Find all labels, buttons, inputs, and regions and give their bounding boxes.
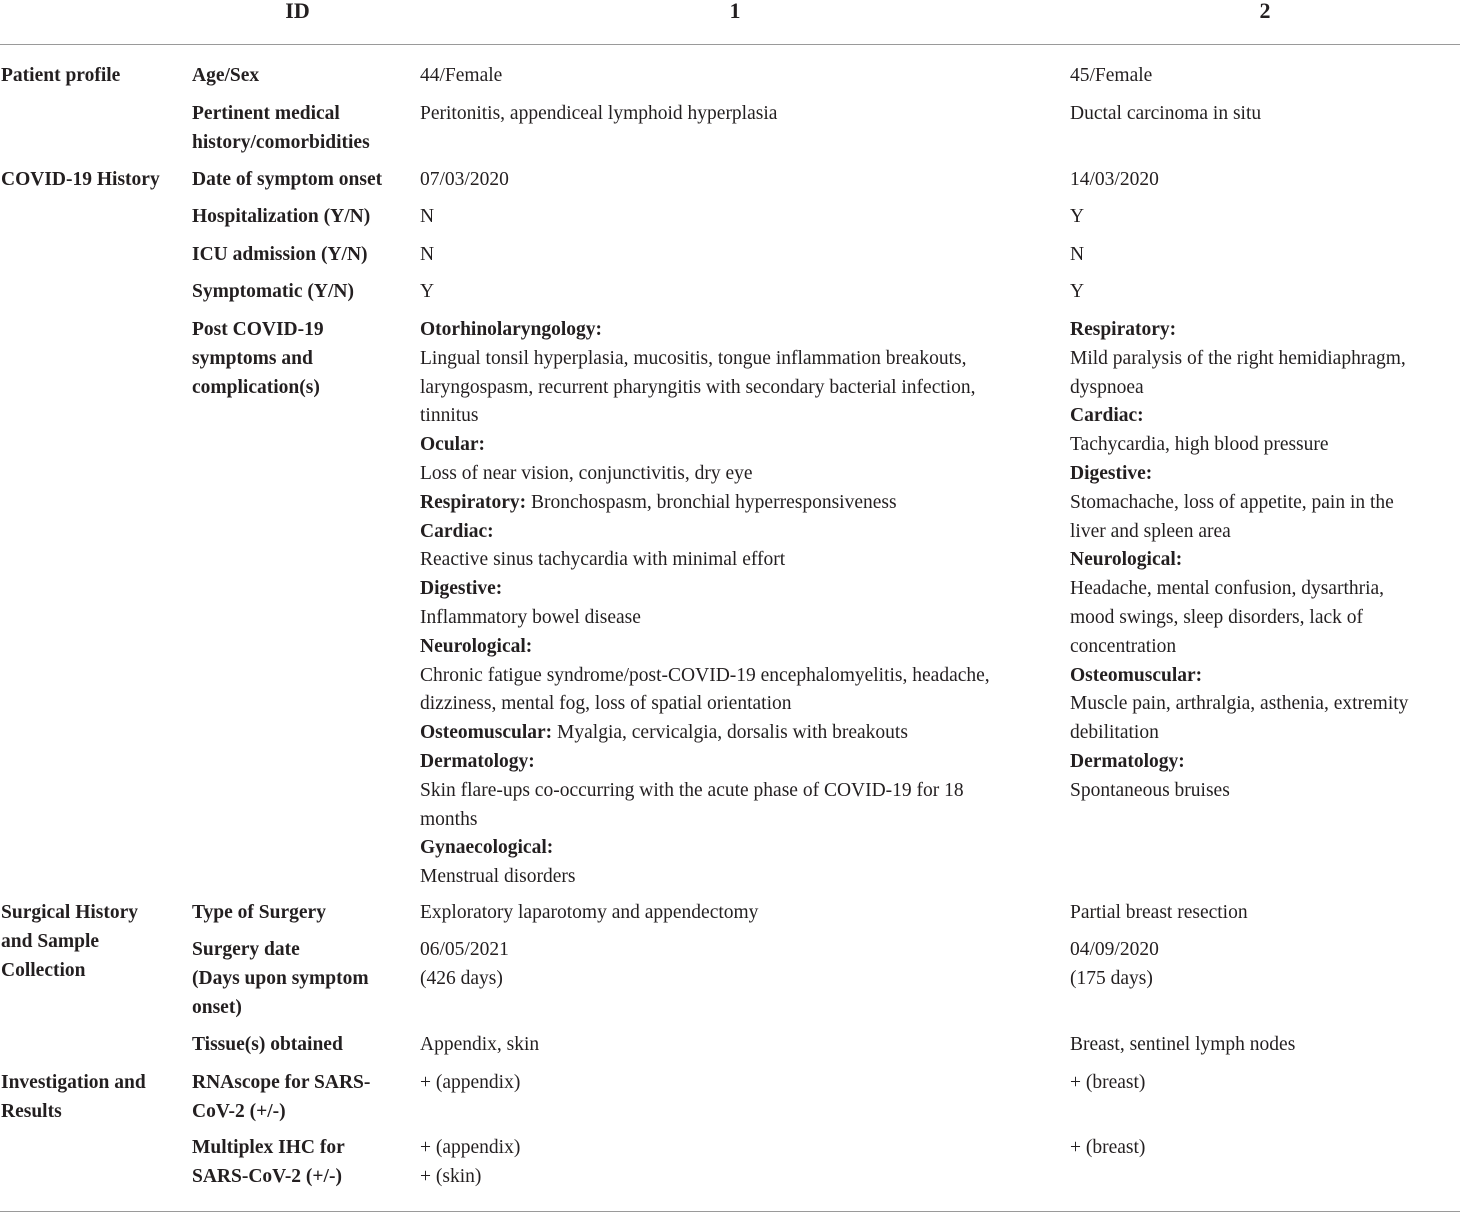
cell-p1-age-sex: 44/Female [420, 65, 503, 86]
header-id: ID [285, 0, 310, 23]
row-label-rnascope [192, 1069, 407, 1127]
label-line: Surgery date [192, 939, 300, 960]
symptom-text: Lingual tonsil hyperplasia, mucositis, tongue inflammation breakouts, [420, 347, 967, 369]
symptom-heading-neurological: Neurological: [420, 635, 533, 657]
cell-p1-type-of-surgery: Exploratory laparotomy and appendectomy [420, 902, 759, 923]
row-label-medical-history [192, 100, 407, 158]
symptom-heading-gynaecological: Gynaecological: [420, 837, 554, 859]
cell-p2-age-sex: 45/Female [1070, 65, 1153, 86]
footer-rule [0, 1211, 1460, 1212]
cell-p1-multiplex-ihc [420, 1134, 1050, 1192]
label-line: complication(s) [192, 376, 320, 398]
symptom-heading-osteomuscular: Osteomuscular: [420, 722, 553, 744]
cell-p1-medical-history: Peritonitis, appendiceal lymphoid hyperplasia [420, 103, 778, 124]
symptom-text: Bronchospasm, bronchial hyperresponsiveness [526, 491, 897, 513]
cell-p2-hospitalization: Y [1070, 206, 1085, 227]
group-line: Investigation and [1, 1072, 146, 1093]
symptom-line-osteomuscular [420, 719, 1050, 748]
symptom-heading-cardiac: Cardiac: [420, 520, 494, 542]
symptom-text: laryngospasm, recurrent pharyngitis with secondary bacterial infection, [420, 376, 976, 398]
symptom-text: Menstrual disorders [420, 866, 576, 888]
symptom-heading-dermatology: Dermatology: [420, 750, 535, 772]
symptom-text: Reactive sinus tachycardia with minimal effort [420, 549, 786, 571]
cell-p2-tissues: Breast, sentinel lymph nodes [1070, 1034, 1296, 1055]
cell-p1-surgery-date [420, 936, 1050, 994]
header-patient-1: 1 [729, 0, 741, 23]
symptom-text: Inflammatory bowel disease [420, 606, 641, 628]
symptom-text: Loss of near vision, conjunctivitis, dry eye [420, 462, 753, 484]
label-line: symptoms and [192, 347, 313, 369]
symptom-text: dyspnoea [1070, 376, 1144, 398]
cell-p1-hospitalization: N [420, 206, 435, 227]
label-line: (Days upon symptom [192, 967, 369, 989]
cell-p2-medical-history: Ductal carcinoma in situ [1070, 103, 1262, 124]
symptom-text: concentration [1070, 635, 1177, 657]
label-line: Post COVID-19 [192, 319, 324, 340]
cell-line: + (skin) [420, 1165, 482, 1187]
header-patient-2: 2 [1259, 0, 1271, 23]
label-line: CoV-2 (+/-) [192, 1100, 286, 1122]
row-label-icu-admission: ICU admission (Y/N) [192, 244, 368, 265]
symptom-text: tinnitus [420, 405, 479, 427]
label-line: Pertinent medical [192, 103, 340, 124]
row-label-surgery-date [192, 936, 407, 1022]
label-line: RNAscope for SARS- [192, 1072, 371, 1093]
cell-p2-post-covid-symptoms [1070, 316, 1458, 806]
symptom-heading-dermatology: Dermatology: [1070, 750, 1185, 772]
group-investigation [1, 1069, 186, 1127]
symptom-text: dizziness, mental fog, loss of spatial orientation [420, 693, 792, 715]
cell-p1-symptomatic: Y [420, 281, 435, 302]
symptom-line-respiratory [420, 489, 1050, 518]
symptom-text: mood swings, sleep disorders, lack of [1070, 606, 1363, 628]
cell-p1-tissues: Appendix, skin [420, 1034, 540, 1055]
label-line: SARS-CoV-2 (+/-) [192, 1165, 342, 1187]
cell-p1-post-covid-symptoms [420, 316, 1050, 892]
cell-line: 04/09/2020 [1070, 939, 1159, 960]
label-line: history/comorbidities [192, 131, 370, 153]
cell-p2-type-of-surgery: Partial breast resection [1070, 902, 1248, 923]
cell-p2-surgery-date [1070, 936, 1458, 994]
symptom-heading-neurological: Neurological: [1070, 549, 1183, 571]
symptom-text: Spontaneous bruises [1070, 779, 1230, 801]
symptom-text: Chronic fatigue syndrome/post-COVID-19 encephalomyelitis, headache, [420, 664, 990, 686]
cell-p1-icu-admission: N [420, 244, 435, 265]
group-surgical-history [1, 899, 186, 985]
cell-line: (175 days) [1070, 967, 1153, 989]
cell-p2-rnascope: + (breast) [1070, 1072, 1146, 1093]
symptom-text: Stomachache, loss of appetite, pain in the [1070, 491, 1394, 513]
label-line: onset) [192, 996, 242, 1018]
symptom-text: Mild paralysis of the right hemidiaphragm, [1070, 347, 1406, 369]
row-label-post-covid-symptoms [192, 316, 407, 402]
cell-p1-symptom-onset: 07/03/2020 [420, 169, 509, 190]
header-rule [0, 44, 1460, 45]
cell-line: + (appendix) [420, 1137, 521, 1158]
group-line: Collection [1, 959, 86, 981]
row-label-symptomatic: Symptomatic (Y/N) [192, 281, 354, 302]
cell-p2-multiplex-ihc: + (breast) [1070, 1137, 1146, 1158]
cell-p2-icu-admission: N [1070, 244, 1085, 265]
row-label-symptom-onset: Date of symptom onset [192, 169, 383, 190]
symptom-heading-digestive: Digestive: [1070, 462, 1153, 484]
cell-p1-rnascope: + (appendix) [420, 1072, 521, 1093]
symptom-text: Headache, mental confusion, dysarthria, [1070, 578, 1385, 600]
group-line: and Sample [1, 930, 100, 952]
symptom-text: months [420, 808, 478, 830]
symptom-text: debilitation [1070, 722, 1159, 744]
group-line: Surgical History [1, 902, 139, 923]
row-label-type-of-surgery: Type of Surgery [192, 902, 326, 923]
row-label-age-sex: Age/Sex [192, 65, 260, 86]
symptom-heading-otorhinolaryngology: Otorhinolaryngology: [420, 319, 603, 340]
cell-p2-symptomatic: Y [1070, 281, 1085, 302]
symptom-text: liver and spleen area [1070, 520, 1231, 542]
group-covid-history: COVID-19 History [1, 169, 160, 190]
cell-p2-symptom-onset: 14/03/2020 [1070, 169, 1159, 190]
symptom-heading-ocular: Ocular: [420, 434, 485, 456]
symptom-heading-cardiac: Cardiac: [1070, 405, 1144, 427]
label-line: Multiplex IHC for [192, 1137, 345, 1158]
symptom-text: Muscle pain, arthralgia, asthenia, extremity [1070, 693, 1409, 715]
row-label-tissues: Tissue(s) obtained [192, 1034, 343, 1055]
cell-line: 06/05/2021 [420, 939, 509, 960]
symptom-text: Skin flare-ups co-occurring with the acute phase of COVID-19 for 18 [420, 779, 964, 801]
symptom-heading-osteomuscular: Osteomuscular: [1070, 664, 1203, 686]
group-line: Results [1, 1100, 62, 1122]
symptom-heading-digestive: Digestive: [420, 578, 503, 600]
row-label-hospitalization: Hospitalization (Y/N) [192, 206, 371, 227]
row-label-multiplex-ihc [192, 1134, 407, 1192]
cell-line: (426 days) [420, 967, 503, 989]
group-patient-profile: Patient profile [1, 65, 121, 86]
symptom-text: Myalgia, cervicalgia, dorsalis with breakouts [552, 722, 908, 744]
symptom-heading-respiratory: Respiratory: [420, 491, 527, 513]
symptom-text: Tachycardia, high blood pressure [1070, 434, 1329, 456]
symptom-heading-respiratory: Respiratory: [1070, 319, 1177, 340]
